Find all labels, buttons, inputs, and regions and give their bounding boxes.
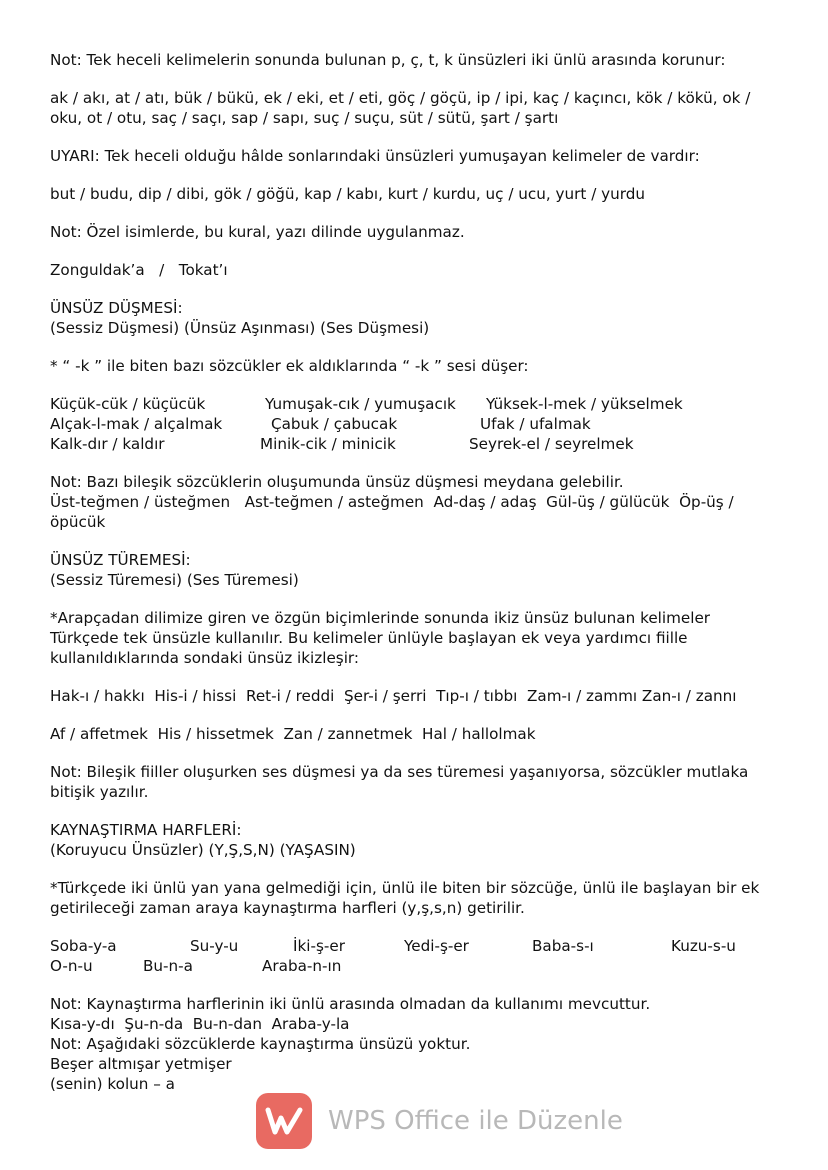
table-cell: İki-ş-er: [293, 937, 345, 955]
table-cell: Baba-s-ı: [532, 937, 594, 955]
text-line: Türkçede tek ünsüzle kullanılır. Bu kelimeler ünlüyle başlayan ek veya yardımcı fiille: [50, 629, 688, 647]
heading-title: ÜNSÜZ DÜŞMESİ:: [50, 299, 183, 317]
section-heading: [50, 820, 770, 860]
table-cell: Yedi-ş-er: [404, 937, 469, 955]
table-cell: Araba-n-ın: [262, 957, 342, 975]
section-heading: [50, 298, 770, 338]
example-paragraph: Af / affetmek His / hissetmek Zan / zannetmek Hal / hallolmak: [50, 725, 536, 743]
text-line: getirileceği zaman araya kaynaştırma harfleri (y,ş,s,n) getirilir.: [50, 899, 525, 917]
text-line: Not: Aşağıdaki sözcüklerde kaynaştırma ünsüzü yoktur.: [50, 1035, 471, 1053]
note-paragraph: [50, 762, 770, 802]
proper-noun-example: Zonguldak’a / Tokat’ı: [50, 261, 228, 279]
text-line: (senin) kolun – a: [50, 1075, 175, 1093]
table-cell: Yüksek-l-mek / yükselmek: [486, 395, 683, 413]
example-paragraph: [50, 88, 770, 128]
example-paragraph: Hak-ı / hakkı His-i / hissi Ret-i / reddi Şer-i / şerri Tıp-ı / tıbbı Zam-ı / zammı Zan-ı / zannı: [50, 687, 737, 705]
buffer-example-table: [50, 936, 770, 976]
note-paragraph: Not: Tek heceli kelimelerin sonunda bulunan p, ç, t, k ünsüzleri iki ünlü arasında korunur:: [50, 51, 726, 69]
table-cell: Küçük-cük / küçücük: [50, 395, 206, 413]
text-line: oku, ot / otu, saç / saçı, sap / sapı, suç / suçu, süt / sütü, şart / şartı: [50, 109, 559, 127]
table-cell: Alçak-l-mak / alçalmak: [50, 415, 223, 433]
table-cell: Seyrek-el / seyrelmek: [469, 435, 634, 453]
text-line: Beşer altmışar yetmişer: [50, 1055, 232, 1073]
text-line: Not: Kaynaştırma harflerinin iki ünlü arasında olmadan da kullanımı mevcuttur.: [50, 995, 651, 1013]
note-paragraph: Not: Özel isimlerde, bu kural, yazı dilinde uygulanmaz.: [50, 223, 465, 241]
table-cell: Ufak / ufalmak: [480, 415, 591, 433]
heading-subtitle: (Koruyucu Ünsüzler) (Y,Ş,S,N) (YAŞASIN): [50, 841, 356, 859]
wps-watermark: [256, 1093, 623, 1149]
heading-title: KAYNAŞTIRMA HARFLERİ:: [50, 821, 242, 839]
table-cell: Su-y-u: [190, 937, 239, 955]
table-row: [50, 414, 770, 434]
text-line: Not: Bazı bileşik sözcüklerin oluşumunda ünsüz düşmesi meydana gelebilir.: [50, 473, 624, 491]
text-line: Not: Bileşik fiiller oluşurken ses düşmesi ya da ses türemesi yaşanıyorsa, sözcükler mutlaka: [50, 763, 749, 781]
document-page: [50, 50, 770, 1094]
table-row: [50, 394, 770, 414]
heading-title: ÜNSÜZ TÜREMESİ:: [50, 551, 191, 569]
text-line: *Arapçadan dilimize giren ve özgün biçimlerinde sonunda ikiz ünsüz bulunan kelimeler: [50, 609, 711, 627]
table-cell: Soba-y-a: [50, 937, 117, 955]
wps-logo-icon: [256, 1093, 312, 1149]
watermark-text: WPS Office ile Düzenle: [328, 1106, 623, 1136]
text-line: *Türkçede iki ünlü yan yana gelmediği için, ünlü ile biten bir sözcüğe, ünlü ile başlayan bir ek: [50, 879, 760, 897]
table-cell: O-n-u: [50, 957, 93, 975]
table-cell: Kalk-dır / kaldır: [50, 435, 165, 453]
rule-paragraph: [50, 878, 770, 918]
text-line: Üst-teğmen / üsteğmen Ast-teğmen / asteğmen Ad-daş / adaş Gül-üş / gülücük Öp-üş /: [50, 493, 734, 511]
text-line: Kısa-y-dı Şu-n-da Bu-n-dan Araba-y-la: [50, 1015, 350, 1033]
table-cell: Kuzu-s-u: [671, 937, 736, 955]
rule-paragraph: [50, 608, 770, 668]
text-line: ak / akı, at / atı, bük / bükü, ek / eki, et / eti, göç / göçü, ip / ipi, kaç / kaçıncı, kök / kökü, ok /: [50, 89, 751, 107]
note-paragraph: [50, 472, 770, 532]
k-drop-table: [50, 394, 770, 454]
table-row: [50, 956, 770, 976]
text-line: kullanıldıklarında sondaki ünsüz ikizleşir:: [50, 649, 360, 667]
note-paragraph: [50, 994, 770, 1094]
table-cell: Çabuk / çabucak: [271, 415, 398, 433]
text-line: bitişik yazılır.: [50, 783, 149, 801]
warning-paragraph: UYARI: Tek heceli olduğu hâlde sonlarındaki ünsüzleri yumuşayan kelimeler de vardır:: [50, 147, 700, 165]
heading-subtitle: (Sessiz Türemesi) (Ses Türemesi): [50, 571, 299, 589]
table-cell: Bu-n-a: [143, 957, 193, 975]
table-row: [50, 936, 770, 956]
rule-paragraph: * “ -k ” ile biten bazı sözcükler ek aldıklarında “ -k ” sesi düşer:: [50, 357, 529, 375]
table-cell: Yumuşak-cık / yumuşacık: [265, 395, 456, 413]
text-line: öpücük: [50, 513, 106, 531]
section-heading: [50, 550, 770, 590]
table-row: [50, 434, 770, 454]
heading-subtitle: (Sessiz Düşmesi) (Ünsüz Aşınması) (Ses Düşmesi): [50, 319, 430, 337]
table-cell: Minik-cik / minicik: [260, 435, 396, 453]
example-paragraph: but / budu, dip / dibi, gök / göğü, kap / kabı, kurt / kurdu, uç / ucu, yurt / yurdu: [50, 185, 646, 203]
